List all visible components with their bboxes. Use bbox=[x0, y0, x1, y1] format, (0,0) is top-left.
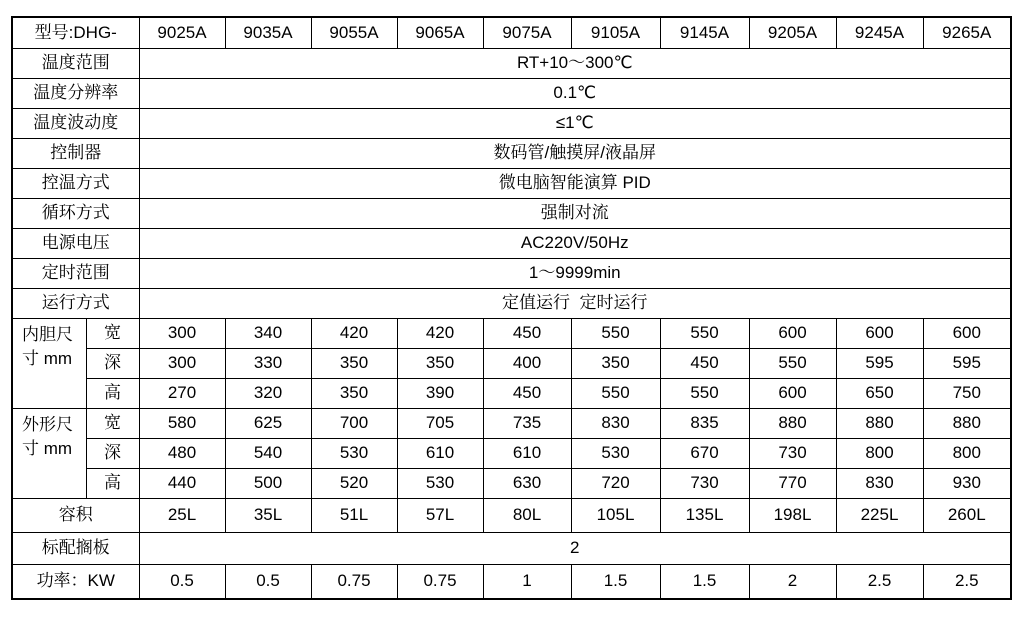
value-cell: 595 bbox=[836, 348, 923, 378]
value-cell: 1.5 bbox=[660, 564, 749, 599]
value-cell: 400 bbox=[483, 348, 571, 378]
outer-label-line1: 外形尺 bbox=[22, 414, 73, 434]
row-value: 数码管/触摸屏/液晶屏 bbox=[139, 138, 1011, 168]
value-cell: 730 bbox=[749, 438, 836, 468]
value-cell: 330 bbox=[225, 348, 311, 378]
value-cell: 105L bbox=[571, 498, 660, 532]
model-cell: 9105A bbox=[571, 17, 660, 48]
row-value: ≤1℃ bbox=[139, 108, 1011, 138]
value-cell: 2.5 bbox=[923, 564, 1011, 599]
value-cell: 830 bbox=[836, 468, 923, 498]
value-cell: 480 bbox=[139, 438, 225, 468]
value-cell: 705 bbox=[397, 408, 483, 438]
model-cell: 9205A bbox=[749, 17, 836, 48]
inner-row-depth bbox=[12, 348, 1011, 378]
outer-row-height bbox=[12, 468, 1011, 498]
value-cell: 880 bbox=[923, 408, 1011, 438]
inner-label-line1: 内胆尺 bbox=[22, 324, 73, 344]
spec-row-temp-control bbox=[12, 168, 1011, 198]
value-cell: 350 bbox=[571, 348, 660, 378]
spec-row-temp-resolution bbox=[12, 78, 1011, 108]
value-cell: 520 bbox=[311, 468, 397, 498]
row-label: 运行方式 bbox=[12, 288, 139, 318]
value-cell: 730 bbox=[660, 468, 749, 498]
value-cell: 350 bbox=[311, 348, 397, 378]
value-cell: 350 bbox=[397, 348, 483, 378]
value-cell: 530 bbox=[571, 438, 660, 468]
model-cell: 9245A bbox=[836, 17, 923, 48]
value-cell: 530 bbox=[397, 468, 483, 498]
row-label: 功率：KW bbox=[12, 564, 139, 599]
spec-row-temp-fluctuation bbox=[12, 108, 1011, 138]
sub-label: 宽 bbox=[86, 408, 139, 438]
value-cell: 540 bbox=[225, 438, 311, 468]
model-cell: 9065A bbox=[397, 17, 483, 48]
spec-row-circulation bbox=[12, 198, 1011, 228]
row-label: 电源电压 bbox=[12, 228, 139, 258]
value-cell: 450 bbox=[483, 378, 571, 408]
value-cell: 440 bbox=[139, 468, 225, 498]
value-cell: 80L bbox=[483, 498, 571, 532]
header-row bbox=[12, 17, 1011, 48]
spec-row-timer-range bbox=[12, 258, 1011, 288]
power-row bbox=[12, 564, 1011, 599]
value-cell: 830 bbox=[571, 408, 660, 438]
value-cell: 25L bbox=[139, 498, 225, 532]
row-label: 控温方式 bbox=[12, 168, 139, 198]
value-cell: 0.5 bbox=[139, 564, 225, 599]
value-cell: 0.75 bbox=[397, 564, 483, 599]
value-cell: 550 bbox=[749, 348, 836, 378]
sub-label: 高 bbox=[86, 468, 139, 498]
row-label: 温度分辨率 bbox=[12, 78, 139, 108]
spec-table bbox=[11, 16, 1012, 600]
model-cell: 9055A bbox=[311, 17, 397, 48]
value-cell: 595 bbox=[923, 348, 1011, 378]
model-cell: 9035A bbox=[225, 17, 311, 48]
value-cell: 450 bbox=[483, 318, 571, 348]
value-cell: 720 bbox=[571, 468, 660, 498]
row-value: 定值运行 定时运行 bbox=[139, 288, 1011, 318]
value-cell: 225L bbox=[836, 498, 923, 532]
value-cell: 270 bbox=[139, 378, 225, 408]
sub-label: 宽 bbox=[86, 318, 139, 348]
value-cell: 198L bbox=[749, 498, 836, 532]
row-label: 控制器 bbox=[12, 138, 139, 168]
shelf-row bbox=[12, 532, 1011, 564]
value-cell: 880 bbox=[749, 408, 836, 438]
value-cell: 1.5 bbox=[571, 564, 660, 599]
value-cell: 51L bbox=[311, 498, 397, 532]
value-cell: 600 bbox=[749, 378, 836, 408]
value-cell: 300 bbox=[139, 318, 225, 348]
row-value: 0.1℃ bbox=[139, 78, 1011, 108]
spec-row-run-mode bbox=[12, 288, 1011, 318]
row-value: 强制对流 bbox=[139, 198, 1011, 228]
value-cell: 550 bbox=[571, 378, 660, 408]
value-cell: 500 bbox=[225, 468, 311, 498]
sub-label: 深 bbox=[86, 348, 139, 378]
value-cell: 600 bbox=[923, 318, 1011, 348]
outer-label-line2: 寸 mm bbox=[22, 438, 73, 458]
inner-dimension-label bbox=[12, 318, 86, 408]
spec-row-power-supply bbox=[12, 228, 1011, 258]
value-cell: 320 bbox=[225, 378, 311, 408]
value-cell: 700 bbox=[311, 408, 397, 438]
value-cell: 57L bbox=[397, 498, 483, 532]
volume-row bbox=[12, 498, 1011, 532]
spec-row-temp-range bbox=[12, 48, 1011, 78]
value-cell: 880 bbox=[836, 408, 923, 438]
row-value: 1～9999min bbox=[139, 258, 1011, 288]
value-cell: 610 bbox=[397, 438, 483, 468]
inner-label-line2: 寸 mm bbox=[22, 348, 73, 368]
value-cell: 625 bbox=[225, 408, 311, 438]
row-value: AC220V/50Hz bbox=[139, 228, 1011, 258]
value-cell: 550 bbox=[660, 378, 749, 408]
value-cell: 735 bbox=[483, 408, 571, 438]
value-cell: 340 bbox=[225, 318, 311, 348]
value-cell: 630 bbox=[483, 468, 571, 498]
value-cell: 550 bbox=[571, 318, 660, 348]
model-cell: 9025A bbox=[139, 17, 225, 48]
value-cell: 35L bbox=[225, 498, 311, 532]
row-value: RT+10～300℃ bbox=[139, 48, 1011, 78]
value-cell: 550 bbox=[660, 318, 749, 348]
value-cell: 1 bbox=[483, 564, 571, 599]
value-cell: 450 bbox=[660, 348, 749, 378]
row-label: 定时范围 bbox=[12, 258, 139, 288]
value-cell: 2.5 bbox=[836, 564, 923, 599]
value-cell: 2 bbox=[749, 564, 836, 599]
value-cell: 800 bbox=[923, 438, 1011, 468]
value-cell: 835 bbox=[660, 408, 749, 438]
value-cell: 390 bbox=[397, 378, 483, 408]
row-label: 温度波动度 bbox=[12, 108, 139, 138]
value-cell: 260L bbox=[923, 498, 1011, 532]
outer-row-width bbox=[12, 408, 1011, 438]
value-cell: 610 bbox=[483, 438, 571, 468]
value-cell: 580 bbox=[139, 408, 225, 438]
spec-row-controller bbox=[12, 138, 1011, 168]
value-cell: 670 bbox=[660, 438, 749, 468]
value-cell: 350 bbox=[311, 378, 397, 408]
row-label: 循环方式 bbox=[12, 198, 139, 228]
model-cell: 9145A bbox=[660, 17, 749, 48]
value-cell: 530 bbox=[311, 438, 397, 468]
inner-row-width bbox=[12, 318, 1011, 348]
value-cell: 770 bbox=[749, 468, 836, 498]
value-cell: 600 bbox=[836, 318, 923, 348]
model-cell: 9265A bbox=[923, 17, 1011, 48]
inner-row-height bbox=[12, 378, 1011, 408]
value-cell: 800 bbox=[836, 438, 923, 468]
value-cell: 750 bbox=[923, 378, 1011, 408]
value-cell: 600 bbox=[749, 318, 836, 348]
value-cell: 0.5 bbox=[225, 564, 311, 599]
sub-label: 高 bbox=[86, 378, 139, 408]
row-label: 容积 bbox=[12, 498, 139, 532]
value-cell: 135L bbox=[660, 498, 749, 532]
sub-label: 深 bbox=[86, 438, 139, 468]
row-value: 2 bbox=[139, 532, 1011, 564]
row-value: 微电脑智能演算 PID bbox=[139, 168, 1011, 198]
row-label: 标配搁板 bbox=[12, 532, 139, 564]
value-cell: 420 bbox=[397, 318, 483, 348]
model-cell: 9075A bbox=[483, 17, 571, 48]
value-cell: 930 bbox=[923, 468, 1011, 498]
value-cell: 300 bbox=[139, 348, 225, 378]
value-cell: 650 bbox=[836, 378, 923, 408]
model-label: 型号:DHG- bbox=[12, 17, 139, 48]
outer-row-depth bbox=[12, 438, 1011, 468]
outer-dimension-label bbox=[12, 408, 86, 498]
row-label: 温度范围 bbox=[12, 48, 139, 78]
value-cell: 420 bbox=[311, 318, 397, 348]
value-cell: 0.75 bbox=[311, 564, 397, 599]
